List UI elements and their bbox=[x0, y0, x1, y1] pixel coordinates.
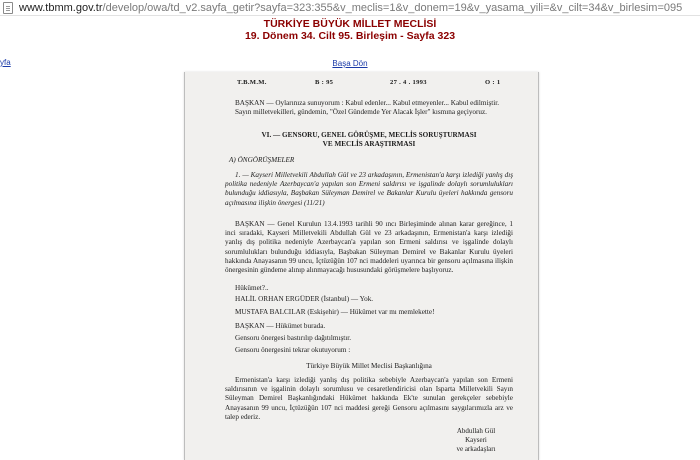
section-title: VE MECLİS ARAŞTIRMASI bbox=[322, 140, 416, 148]
line: Hükümet?.. bbox=[235, 284, 269, 292]
scanned-page bbox=[184, 72, 539, 460]
signer-name: Abdullah Gül bbox=[456, 427, 496, 435]
signature-block bbox=[431, 427, 521, 454]
paragraph: Sayın milletvekilleri, gündemin, "Özel Gündemde Yer Alacak İşler" kısmına geçiyoruz. bbox=[235, 108, 487, 116]
agenda-item: 1. — Kayseri Milletvekili Abdullah Gül ve 23 arkadaşının, Ermenistan'a karşı izlediği yanlış dış politika nedeniyle Azerbaycan'a yapılan son Ermeni saldırısı ve işgalinde dolaylı sorumlulukları bulunduğu iddiasıyla, Başbakan Süleyman Demirel ve Bakanlar Kurulu üyeleri hakkında gensoru açılmasına ilişkin önergesi (11/21) bbox=[225, 171, 513, 207]
paragraph: BAŞKAN — Genel Kurulun 13.4.1993 tarihli 90 ıncı Birleşiminde alınan karar gereğince, 1 inci sıradaki, Kayseri Milletvekili Abdullah Gül ve 23 arkadaşının, Ermenistan'a karşı izlediği yanlış dış politika nedeniyle Azerbaycan'a yapılan son Ermeni saldırısı ve işgalinde dolaylı sorumlulukları bulunduğu iddiasıyla, Başbakan Süleyman Demirel ve Bakanlar Kurulu üyeleri hakkında Anayasanın 99 uncu, İçtüzüğün 107 nci maddeleri uyarınca bir gensoru açılmasına ilişkin önergesinin gündeme alınıp alınmayacağı hususundaki görüşmelere başlıyoruz. bbox=[225, 220, 513, 275]
subsection-heading: A) ÖNGÖRÜŞMELER bbox=[229, 156, 295, 164]
running-head-item: B : 95 bbox=[315, 79, 334, 86]
previous-page-link[interactable]: yfa bbox=[0, 58, 11, 67]
page-subtitle: 19. Dönem 34. Cilt 95. Birleşim - Sayfa 323 bbox=[244, 30, 456, 42]
line: HALİL ORHAN ERGÜDER (İstanbul) — Yok. bbox=[235, 295, 374, 303]
paragraph: Ermenistan'a karşı izlediği yanlış dış politika sebebiyle Azerbaycan'a yapılan son Ermeni saldırısının ve işgalinin dolaylı sorumlusu ve cesaretlendiricisi olan Isparta Milletvekili Sayın Süleyman Demirel Başkanlığındaki Hükümet hakkında Ek'te sunulan gerekçeler sebebiyle Anayasanın 99 uncu, İçtüzüğün 107 nci maddesi gereği Gensoru açılmasını saygılarımızla arz ve talep ederiz. bbox=[225, 376, 513, 421]
nav-back-wrapper bbox=[0, 59, 700, 68]
signer-city: Kayseri bbox=[465, 436, 487, 444]
line: MUSTAFA BALCILAR (Eskişehir) — Hükümet var mı memlekette! bbox=[235, 308, 435, 316]
running-head-item: O : 1 bbox=[485, 79, 501, 86]
page-header bbox=[0, 18, 700, 42]
running-head-item: 27 . 4 . 1993 bbox=[390, 79, 427, 86]
running-head-item: T.B.M.M. bbox=[237, 79, 267, 86]
paragraph: BAŞKAN — Oylarınıza sunuyorum : Kabul edenler... Kabul etmeyenler... Kabul edilmiştir. bbox=[235, 99, 500, 107]
signer-tail: ve arkadaşları bbox=[456, 445, 496, 453]
line: Gensoru önergesini tekrar okutuyorum : bbox=[235, 346, 351, 354]
addressee: Türkiye Büyük Millet Meclisi Başkanlığına bbox=[306, 362, 432, 370]
line: Gensoru önergesi bastırılıp dağıtılmıştır. bbox=[235, 334, 352, 342]
address-bar[interactable] bbox=[0, 0, 700, 16]
url-host[interactable]: www.tbmm.gov.tr bbox=[19, 1, 103, 14]
page-icon bbox=[3, 2, 13, 14]
url-path[interactable]: /develop/owa/td_v2.sayfa_getir?sayfa=323:355&v_meclis=1&v_donem=19&v_yasama_yili=&v_cilt=34&v_birlesim=095 bbox=[102, 1, 683, 14]
section-title: VI. — GENSORU, GENEL GÖRÜŞME, MECLİS SORUŞTURMASI bbox=[261, 131, 477, 139]
back-to-top-link[interactable]: Başa Dön bbox=[332, 59, 368, 68]
line: BAŞKAN — Hükümet burada. bbox=[235, 322, 326, 330]
page-title: TÜRKİYE BÜYÜK MİLLET MECLİSİ bbox=[263, 18, 437, 30]
